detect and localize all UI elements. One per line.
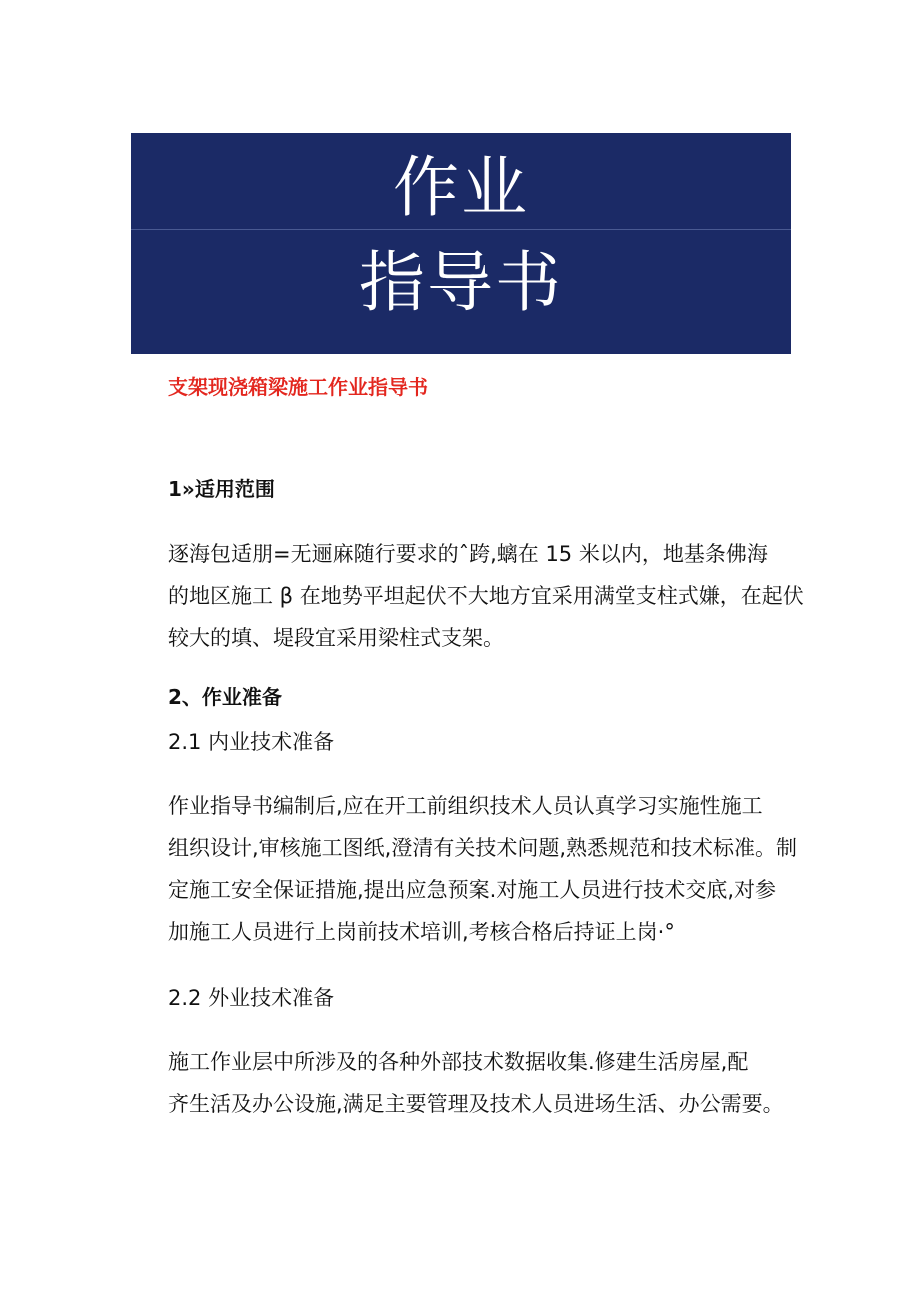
paragraph-line: 定施工安全保证措施,提出应急预案.对施工人员进行技术交底,对参 bbox=[168, 878, 777, 902]
section2-1-paragraph bbox=[168, 785, 798, 953]
section2-heading: 2、作业准备 bbox=[168, 685, 282, 709]
paragraph-line: 作业指导书编制后,应在开工前组织技术人员认真学习实施性施工 bbox=[168, 794, 763, 818]
section2-2-paragraph bbox=[168, 1041, 784, 1125]
paragraph-line: 施工作业层中所涉及的各种外部技术数据收集.修建生活房屋,配 bbox=[168, 1050, 749, 1074]
section2-2-heading: 2.2 外业技术准备 bbox=[168, 986, 335, 1010]
section1-paragraph bbox=[168, 533, 804, 659]
cover-divider bbox=[131, 229, 791, 230]
paragraph-line: 逐海包适朋=无逦麻随行要求的ˆ跨,螭在 15 米以内，地基条佛海 bbox=[168, 542, 768, 566]
paragraph-line: 齐生活及办公设施,满足主要管理及技术人员进场生活、办公需要。 bbox=[168, 1092, 784, 1116]
section2-1-heading: 2.1 内业技术准备 bbox=[168, 730, 335, 754]
paragraph-line: 的地区施工 β 在地势平坦起伏不大地方宜采用满堂支柱式嫌，在起伏 bbox=[168, 584, 804, 608]
paragraph-line: 组织设计,审核施工图纸,澄清有关技术问题,熟悉规范和技术标准。制 bbox=[168, 836, 798, 860]
cover-title-line1: 作业 bbox=[393, 149, 529, 226]
paragraph-line: 较大的填、堤段宜采用梁柱式支架。 bbox=[168, 626, 504, 650]
paragraph-line: 加施工人员进行上岗前技术培训,考核合格后持证上岗·° bbox=[168, 920, 675, 944]
cover-title-line2: 指导书 bbox=[359, 244, 563, 321]
section1-heading: 1»适用范围 bbox=[168, 477, 275, 501]
document-subtitle: 支架现浇箱梁施工作业指导书 bbox=[168, 375, 428, 399]
